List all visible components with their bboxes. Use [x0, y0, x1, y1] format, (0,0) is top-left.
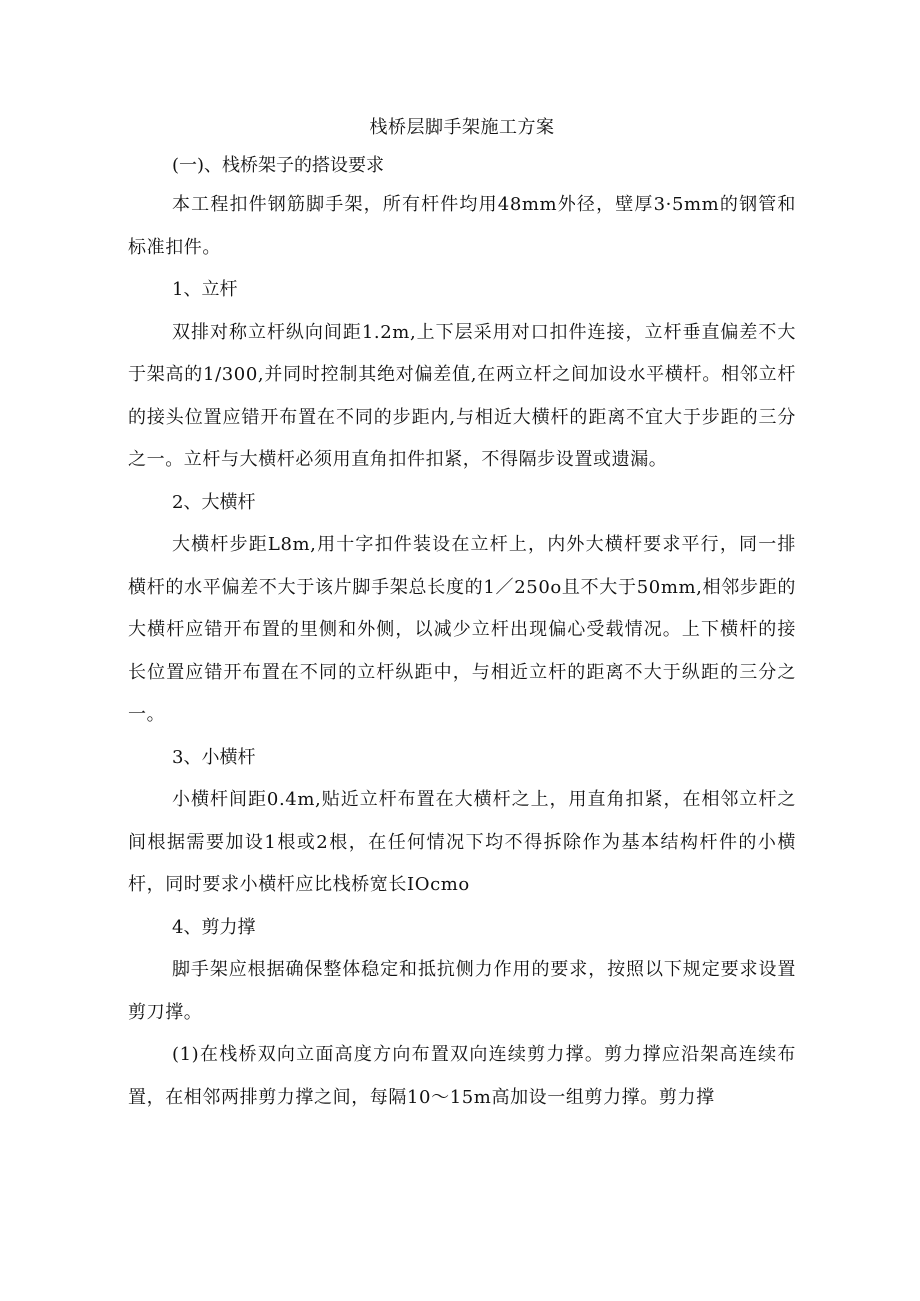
item-text-large-crossbar: 大横杆步距L8m,用十字扣件装设在立杆上，内外大横杆要求平行，同一排横杆的水平偏差不大于该片脚手架总长度的1／250o且不大于50mm,相邻步距的大横杆应错开布置的里侧和外侧，以减少立杆出现偏心受载情况。上下横杆的接长位置应错开布置在不同的立杆纵距中，与相近立杆的距离不大于纵距的三分之一。	[128, 534, 796, 725]
item-text-vertical-pole: 双排对称立杆纵向间距1.2m,上下层采用对口扣件连接，立杆垂直偏差不大于架高的1/300,并同时控制其绝对偏差值,在两立杆之间加设水平横杆。相邻立杆的接头位置应错开布置在不同的步距内,与相近大横杆的距离不宜大于步距的三分之一。立杆与大横杆必须用直角扣件扣紧，不得隔步设置或遗漏。	[128, 321, 796, 470]
document-body	[128, 108, 796, 1119]
intro-paragraph: 本工程扣件钢筋脚手架，所有杆件均用48mm外径，壁厚3·5mm的钢管和标准扣件。	[128, 194, 796, 258]
item-heading-shear-brace: 4、剪力撑	[172, 916, 256, 938]
item-text-shear-brace: 脚手架应根据确保整体稳定和抵抗侧力作用的要求，按照以下规定要求设置剪刀撑。	[128, 959, 796, 1023]
item-heading-small-crossbar: 3、小横杆	[172, 746, 256, 768]
item-text-small-crossbar: 小横杆间距0.4m,贴近立杆布置在大横杆之上，用直角扣紧，在相邻立杆之间根据需要加设1根或2根，在任何情况下均不得拆除作为基本结构杆件的小横杆，同时要求小横杆应比栈桥宽长IOcmo	[128, 789, 796, 895]
item-heading-large-crossbar: 2、大横杆	[172, 491, 256, 513]
sub-item-1-paragraph: (1)在栈桥双向立面高度方向布置双向连续剪力撑。剪力撑应沿架高连续布置，在相邻两排剪力撑之间，每隔10～15m高加设一组剪力撑。剪力撑	[128, 1044, 796, 1108]
item-heading-vertical-pole: 1、立杆	[172, 279, 238, 300]
document-title: 栈桥层脚手架施工方案	[369, 117, 555, 138]
section-heading: (一)、栈桥架子的搭设要求	[172, 155, 385, 176]
